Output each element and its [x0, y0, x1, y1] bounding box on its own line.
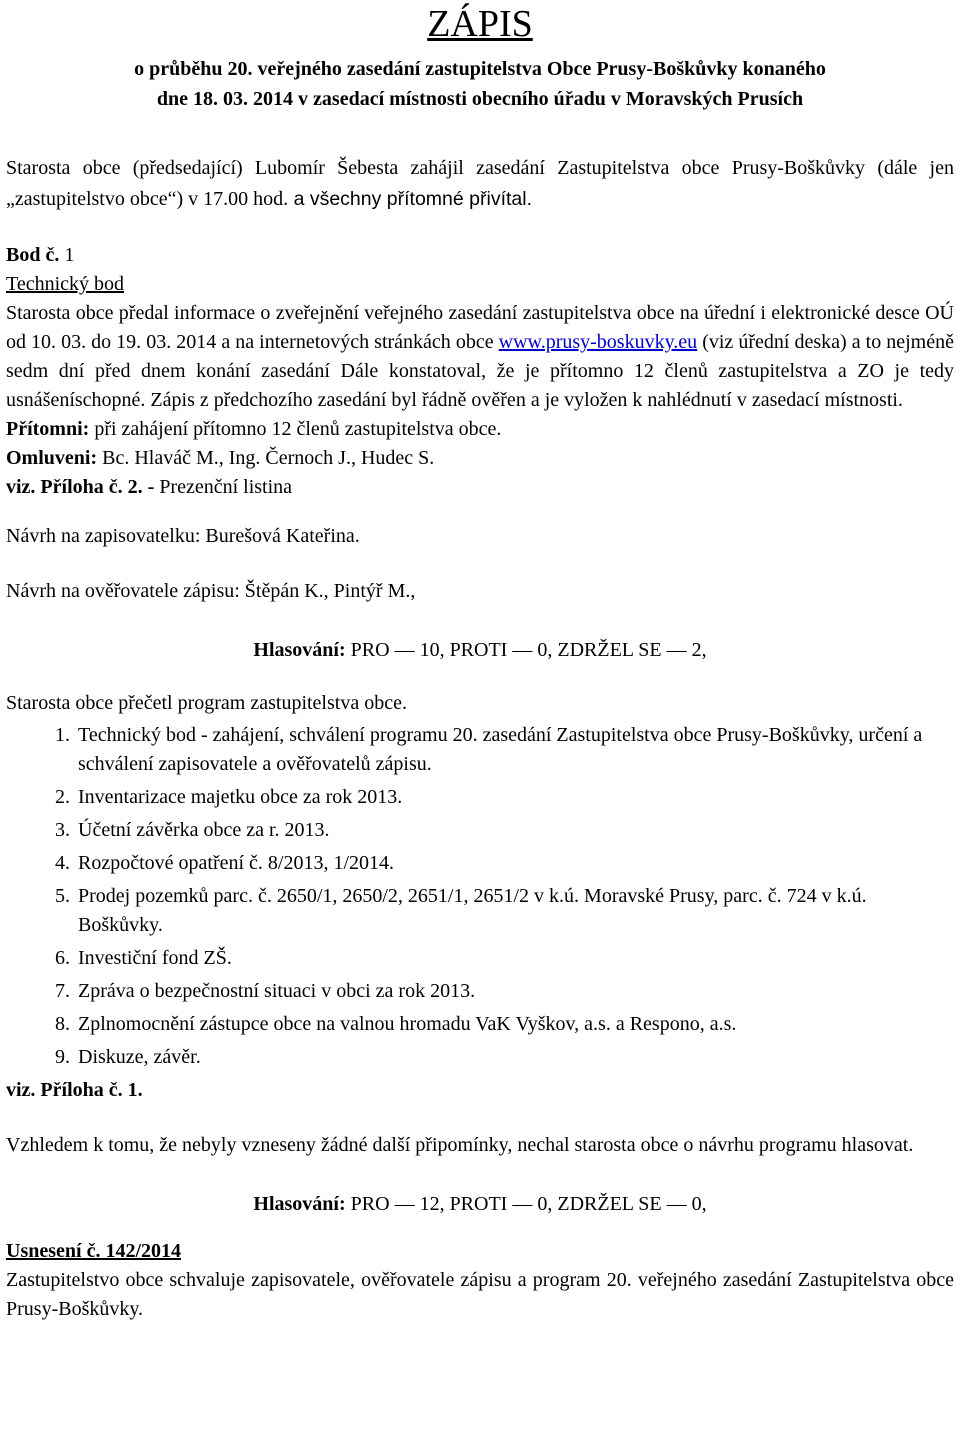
program-item: [6, 1010, 954, 1039]
program-item-text: Prodej pozemků parc. č. 2650/1, 2650/2, 2651/1, 2651/2 v k.ú. Moravské Prusy, parc. č. 724 v k.ú. Boškůvky.: [78, 885, 867, 936]
document-subtitle: [6, 54, 954, 114]
opening-paragraph: [6, 154, 954, 215]
program-item-text: Zpráva o bezpečnostní situaci v obci za rok 2013.: [78, 980, 476, 1002]
municipality-website-link[interactable]: www.prusy-boskuvky.eu: [498, 331, 698, 353]
bod-info-paragraph: [6, 299, 954, 415]
program-item-text: Technický bod - zahájení, schválení programu 20. zasedání Zastupitelstva obce Prusy-Boškůvky, určení a schválení zapisovatele a ověřovatelů zápisu.: [78, 724, 923, 775]
remarks-paragraph: Vzhledem k tomu, že nebyly vzneseny žádné další připomínky, nechal starosta obce o návrhu programu hlasovat.: [6, 1134, 914, 1156]
program-item-number: 3.: [55, 819, 70, 841]
present-label: Přítomni:: [6, 418, 90, 440]
attachment-1-line: viz. Příloha č. 1.: [6, 1079, 143, 1101]
vote-2-result: PRO — 12, PROTI — 0, ZDRŽEL SE — 0,: [345, 1193, 707, 1215]
program-item-number: 7.: [55, 980, 70, 1002]
program-item-text: Diskuze, závěr.: [78, 1046, 201, 1068]
attachment-2-line: [6, 473, 954, 502]
program-item: [6, 977, 954, 1006]
program-item: [6, 849, 954, 878]
program-item: [6, 1043, 954, 1072]
program-item-text: Investiční fond ZŠ.: [78, 947, 232, 969]
program-section: [6, 689, 954, 1105]
program-item: [6, 882, 954, 940]
excused-label: Omluveni:: [6, 447, 98, 469]
subtitle-line-2: dne 18. 03. 2014 v zasedací místnosti obecního úřadu v Moravských Prusích: [156, 88, 804, 110]
program-intro: Starosta obce přečetl program zastupitelstva obce.: [6, 692, 407, 714]
program-item-number: 2.: [55, 786, 70, 808]
present-text: při zahájení přítomno 12 členů zastupitelstva obce.: [89, 418, 502, 440]
opening-text: Starosta obce (předsedající) Lubomír Šebesta zahájil zasedání Zastupitelstva obce Prusy-Boškůvky (dále jen „zastupitelstvo obce“) v 17.00 hod.: [6, 157, 954, 210]
bod-heading-label: Bod č.: [6, 244, 60, 266]
bod-heading: [6, 241, 954, 270]
verifiers-proposal: Návrh na ověřovatele zápisu: Štěpán K., Pintýř M.,: [6, 580, 416, 602]
document-page: [0, 2, 960, 1449]
excused-line: [6, 444, 954, 473]
program-item-text: Účetní závěrka obce za r. 2013.: [78, 819, 330, 841]
program-item-number: 6.: [55, 947, 70, 969]
excused-text: Bc. Hlaváč M., Ing. Černoch J., Hudec S.: [97, 447, 435, 469]
bod-info-text-a: Starosta obce předal informace o zveřejnění veřejného zasedání zastupitelstva obce na úřední i elektronické desce OÚ od 10. 03. do 19. 03. 2014 a na internetových stránkách obce: [6, 302, 954, 353]
program-item-text: Inventarizace majetku obce za rok 2013.: [78, 786, 403, 808]
program-item-number: 8.: [55, 1013, 70, 1035]
program-item-number: 5.: [55, 885, 70, 907]
resolution-section: [6, 1237, 954, 1324]
bod-info-text-b: (viz úřední deska) a to nejméně sedm dní před dnem konání zasedání Dále konstatoval, že je přítomno 12 členů zastupitelstva a ZO je tedy usnášeníschopné.: [6, 331, 954, 411]
program-item-text: Zplnomocnění zástupce obce na valnou hromadu VaK Vyškov, a.s. a Respono, a.s.: [78, 1013, 737, 1035]
recorder-proposal: Návrh na zapisovatelku: Burešová Kateřina.: [6, 525, 360, 547]
resolution-text: Zastupitelstvo obce schvaluje zapisovatele, ověřovatele zápisu a program 20. veřejného zasedání Zastupitelstva obce Prusy-Boškůvky.: [6, 1269, 954, 1320]
opening-greeting: a všechny přítomné přivítal.: [288, 188, 533, 210]
program-item: [6, 816, 954, 845]
attachment-2-label: viz. Příloha č. 2. -: [6, 476, 155, 498]
vote-1-label: Hlasování:: [253, 639, 346, 661]
resolution-title: Usnesení č. 142/2014: [6, 1240, 181, 1262]
subtitle-line-1: o průběhu 20. veřejného zasedání zastupitelstva Obce Prusy-Boškůvky konaného: [134, 58, 826, 80]
bod-subheading: Technický bod: [6, 273, 125, 295]
present-line: [6, 415, 954, 444]
program-item-number: 9.: [55, 1046, 70, 1068]
vote-1-result: PRO — 10, PROTI — 0, ZDRŽEL SE — 2,: [345, 639, 707, 661]
program-item-number: 4.: [55, 852, 70, 874]
program-item-text: Rozpočtové opatření č. 8/2013, 1/2014.: [78, 852, 395, 874]
document-title: ZÁPIS: [427, 3, 533, 45]
vote-1: [6, 636, 954, 665]
program-list: [6, 721, 954, 1072]
program-item: [6, 721, 954, 779]
section-bod-1: [6, 241, 954, 606]
vote-2-label: Hlasování:: [253, 1193, 346, 1215]
bod-heading-number: 1: [59, 244, 75, 266]
vote-2: [6, 1190, 954, 1219]
bod-info-text-c: Zápis z předchozího zasedání byl řádně ověřen a je vyložen k nahlédnutí v zasedací místnosti.: [145, 389, 903, 411]
attachment-2-text: Prezenční listina: [154, 476, 293, 498]
program-item: [6, 944, 954, 973]
program-item: [6, 783, 954, 812]
program-item-number: 1.: [55, 724, 70, 746]
